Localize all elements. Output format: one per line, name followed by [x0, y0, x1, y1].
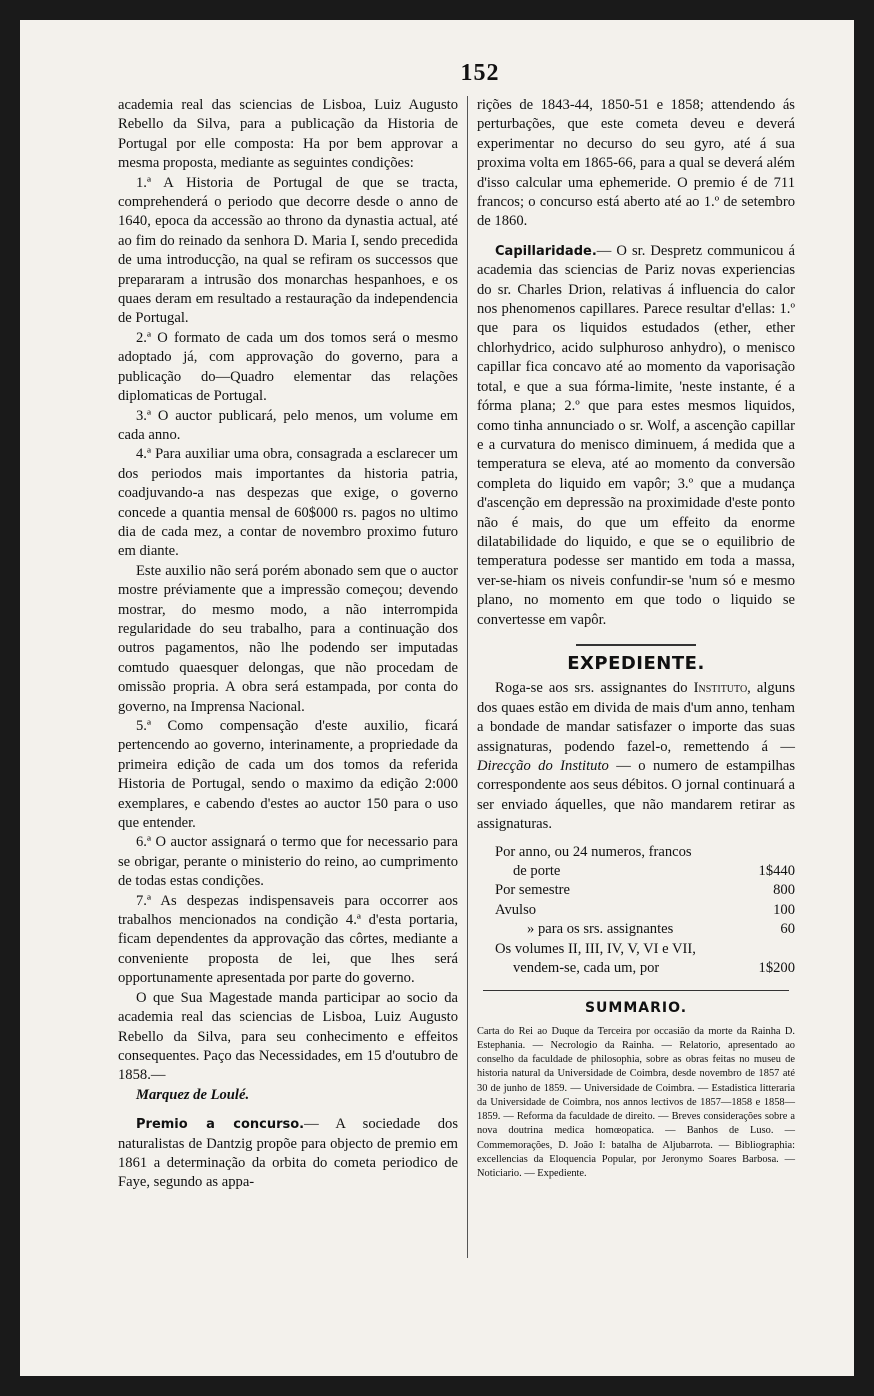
right-column — [477, 96, 795, 1181]
premio-continuation: rições de 1843-44, 1850-51 e 1858; attendendo ás perturbações, que este cometa deveu e deverá experimentar no decurso do seu gyro, até á sua proxima volta em 1865-66, para a qual se deverá além d'isso calcular uma ephemeride. O premio é de 711 francos; o concurso está aberto até ao 1.º de setembro de 1860. — [477, 97, 795, 230]
summario-text: Carta do Rei ao Duque da Terceira por occasião da morte da Rainha D. Estephania. — Necrologio da Rainha. — Relatorio, apresentado ao conselho da faculdade de philosophia, sobre as obras feitas no museu de historia natural da Universidade de Coimbra, desde novembro de 1857 até 30 de junho de 1859. — Universidade de Coimbra. — Estadistica litteraria da Universidade de Coimbra, nos annos lectivos de 1857—1858 e 1858—1859. — Reforma da faculdade de direito. — Breves considerações sobre a nova doutrina medica homœopatica. — Banhos de Luso. — Commemorações, D. João I: batalha de Aljubarrota. — Bibliographia: excellencias da Eloquencia Popular, por Jeronymo Soares Barbosa. — Noticiario. — Expediente. — [477, 1025, 795, 1179]
capillaridade-text: — O sr. Despretz communicou á academia das sciencias de Pariz novas experiencias do sr. Charles Drion, relativas á influencia do calor nos phenomenos capillares. Parece resultar d'ellas: 1.º que para os liquidos estudados (ether, ether chlorhydrico, acido sulphuroso anhydro), o menisco capillar fica concavo até ao momento da vaporisação total, e que a sua fórma-limite, 'neste instante, é a fórma plana; 2.º que para estes mesmos liquidos, como tinha annunciado o sr. Wolf, a ascenção capillar e a curvatura do menisco diminuem, á medida que a temperatura se eleva, até ao momento da conversão completa do liquido em vapôr; 3.º que a mudança d'ascenção em depressão na proximidade d'este ponto não é mais, do que um effeito da enorme dilatabilidade do liquido, e que se o equilibrio de temperatura podesse ser mantido em toda a massa, ver-se-hiam os niveis confundir-se 'num só e mesmo plano, no momento em que todo o liquido se convertesse em vapôr. — [477, 242, 795, 628]
condition-1: 1.ª A Historia de Portugal de que se tracta, comprehenderá o periodo que decorre desde o anno de 1640, epoca da accessão ao throno da dynastia actual, até ao fim do reinado da senhora D. Maria I, sendo precedida de uma introducção, na qual se refiram os successos que prepararam a intrusão dos monarchas hespanhoes, e os quaes deram em resultado a restauração da independencia de Portugal. — [118, 174, 458, 327]
expediente-title: EXPEDIENTE. — [567, 652, 705, 674]
expediente-instituto: Instituto — [693, 680, 748, 697]
price-line-volumes: Os volumes II, III, IV, V, VI e VII, — [495, 940, 696, 957]
price-row-volumes: vendem-se, cada um, por 1$200 — [513, 960, 795, 977]
summario-rule — [483, 990, 789, 991]
capillaridade-paragraph — [477, 242, 795, 630]
expediente-direccao: Direcção do Instituto — [477, 758, 609, 774]
price-line-1: Por anno, ou 24 numeros, francos — [495, 843, 692, 860]
price-row-semestre: Por semestre 800 — [495, 882, 795, 899]
page-number: 152 — [460, 60, 500, 86]
premio-text: — A sociedade dos naturalistas de Dantzig propõe para objecto de premio em 1861 a determinação da orbita do cometa periodico de Faye, segundo as appa- — [118, 1116, 458, 1191]
condition-4-cont: Este auxilio não será porém abonado sem que o auctor mostre préviamente que a impressão começou; devendo mostrar, do mesmo modo, a não interrompida regularidade do seu trabalho, para a continuação dos outros pagamentos, não lhe podendo ser imputadas comtudo quaesquer delongas, que não procedam de omissão propria. A obra será estampada, por conta do governo, na Imprensa Nacional. — [118, 562, 458, 715]
column-divider — [467, 96, 468, 1258]
price-table — [477, 843, 795, 979]
price-row-avulso: Avulso 100 — [495, 901, 795, 918]
closing-paragraph: O que Sua Magestade manda participar ao socio da academia real das sciencias de Lisboa, Luiz Augusto Rebello da Silva, para seu conhecimento e effeitos consequentes. Paço das Necessidades, em 15 d'outubro de 1858.— — [118, 989, 458, 1084]
price-row-porte: de porte 1$440 — [513, 863, 795, 880]
summario-title: SUMMARIO. — [584, 1000, 688, 1017]
intro-paragraph: academia real das sciencias de Lisboa, Luiz Augusto Rebello da Silva, para a publicação da Historia de Portugal por elle composta: Ha por bem approvar a mesma proposta, mediante as seguintes condições: — [118, 97, 458, 172]
premio-heading: Premio a concurso. — [136, 1117, 305, 1133]
condition-7: 7.ª As despezas indispensaveis para occorrer aos trabalhos mencionados na condição 4.ª d'esta portaria, ficam dependentes da approvação das côrtes, mediante a conveniente proposta de lei, que lhes será opportunamente apresentada por parte do governo. — [118, 892, 458, 987]
expediente-text-1: Roga-se aos srs. assignantes do — [495, 680, 694, 697]
signature: Marquez de Loulé. — [136, 1086, 250, 1103]
expediente-text-2: , alguns dos quaes estão em divida de mais d'um anno, tenham a bondade de mandar satisfazer o importe das suas assignaturas, podendo fazel-o, remettendo á — — [477, 680, 796, 755]
expediente-text-3: — o numero de estampilhas correspondente aos seus débitos. O jornal continuará a ser enviado áquelles, que não mandarem retirar as assignaturas. — [477, 758, 796, 833]
price-row-assignantes: » para os srs. assignantes 60 — [527, 921, 795, 938]
expediente-paragraph — [477, 679, 795, 834]
condition-6: 6.ª O auctor assignará o termo que for necessario para se obrigar, perante o ministerio do reino, ao cumprimento de todas estas condições. — [118, 834, 458, 890]
premio-paragraph — [118, 1115, 458, 1193]
condition-5: 5.ª Como compensação d'este auxilio, ficará pertencendo ao governo, interinamente, a propriedade da primeira edição de cada um dos tomos da referida Historia de Portugal, sendo o maximo da edição 2:000 exemplares, e cabendo d'estes ao auctor 150 para o uso que entender. — [118, 718, 458, 832]
capillaridade-heading: Capillaridade. — [495, 243, 597, 259]
condition-3: 3.ª O auctor publicará, pelo menos, um volume em cada anno. — [118, 407, 458, 443]
condition-4: 4.ª Para auxiliar uma obra, consagrada a esclarecer um dos periodos mais importantes da historia patria, coadjuvando-a nas despezas que exige, o governo concede a quantia mensal de 60$000 rs. pagos no ultimo dia de cada mez, a contar de novembro proximo futuro em diante. — [118, 446, 458, 560]
left-column — [118, 96, 458, 1193]
condition-2: 2.ª O formato de cada um dos tomos será o mesmo adoptado já, com approvação do governo, para a publicação do—Quadro elementar das relações diplomaticas de Portugal. — [118, 329, 458, 405]
section-rule — [576, 644, 696, 646]
